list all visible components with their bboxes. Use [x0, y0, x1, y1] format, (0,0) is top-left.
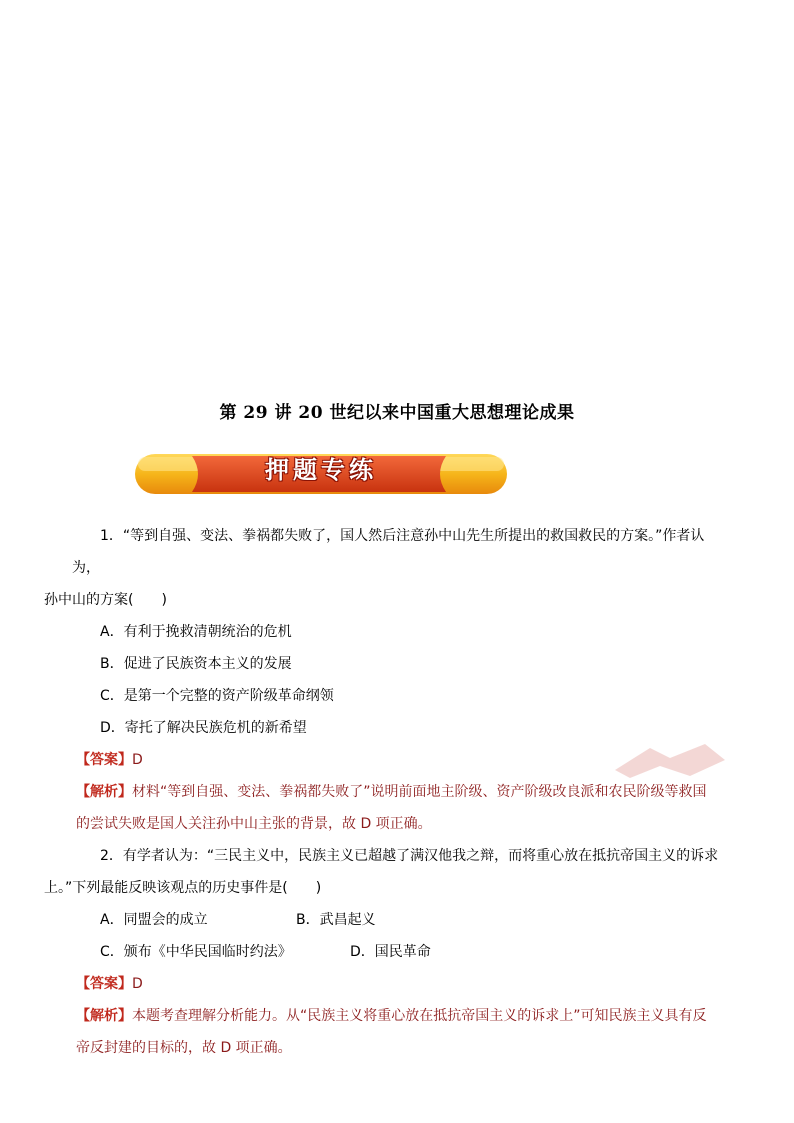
question-stem: 1．“等到自强、变法、拳祸都失败了，国人然后注意孙中山先生所提出的救国救民的方案。”作者认为， 孙中山的方案( ) — [44, 528, 705, 608]
analysis-tag: 【解析】 — [76, 784, 132, 800]
option-b: B．武昌起义 — [296, 912, 376, 928]
options-row-1 — [72, 904, 728, 936]
option-b: B．促进了民族资本主义的发展 — [100, 656, 292, 672]
answer-value: D — [132, 976, 143, 992]
answer-tag: 【答案】 — [76, 976, 132, 992]
answer-line — [72, 744, 728, 776]
question-list — [44, 520, 728, 1064]
option-d: D．国民革命 — [350, 944, 431, 960]
analysis-tag: 【解析】 — [76, 1008, 132, 1024]
answer-line — [72, 968, 728, 1000]
page-title: 第 29 讲 20 世纪以来中国重大思想理论成果 — [219, 403, 575, 423]
option-a: A．有利于挽救清朝统治的危机 — [100, 624, 292, 640]
answer-tag: 【答案】 — [76, 752, 132, 768]
analysis-line: 【解析】材料“等到自强、变法、拳祸都失败了”说明前面地主阶级、资产阶级改良派和农民阶级等救国 的尝试失败是国人关注孙中山主张的背景，故 D 项正确。 — [76, 784, 707, 832]
analysis-line: 【解析】本题考查理解分析能力。从“民族主义将重心放在抵抗帝国主义的诉求上”可知民族主义具有反 帝反封建的目标的，故 D 项正确。 — [76, 1008, 707, 1056]
option-d: D．寄托了解决民族危机的新希望 — [100, 720, 307, 736]
options-row-2 — [72, 936, 728, 968]
option-c: C．是第一个完整的资产阶级革命纲领 — [100, 688, 334, 704]
option-a: A．同盟会的成立 — [100, 912, 208, 928]
question-1 — [44, 520, 728, 840]
banner-label: 押题专练 — [265, 456, 377, 484]
question-2 — [44, 840, 728, 1064]
answer-value: D — [132, 752, 143, 768]
option-c: C．颁布《中华民国临时约法》 — [100, 944, 292, 960]
question-stem: 2．有学者认为：“三民主义中，民族主义已超越了满汉他我之辩，而将重心放在抵抗帝国主义的诉求 上。”下列最能反映该观点的历史事件是( ) — [44, 848, 719, 896]
section-banner — [134, 452, 508, 496]
